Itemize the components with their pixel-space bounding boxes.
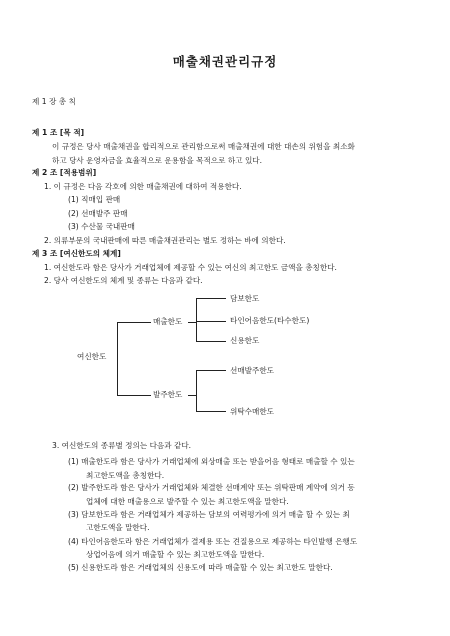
article-3-paragraph-3: 3. 여신한도의 종류별 정의는 다음과 같다.	[52, 441, 192, 450]
tree-branch-sales	[117, 322, 151, 323]
page-title: 매출채권관리규정	[172, 54, 278, 69]
article-2-item-1: (1) 직매입 판매	[68, 195, 121, 204]
article-2-item-2: (2) 선매발주 판매	[68, 209, 128, 218]
article-3-heading: 제 3 조 [여신한도의 체계]	[32, 249, 121, 258]
article-2-paragraph-1: 1. 이 규정은 다음 각호에 의한 매출채권에 대하여 적용한다.	[44, 182, 242, 191]
definition-3-line-2: 고한도액을 말한다.	[86, 523, 150, 532]
tree-consignment-label: 위탁수매한도	[230, 407, 275, 416]
tree-branch-third-party	[196, 321, 226, 322]
definition-1-line-2: 최고한도액을 총칭한다.	[86, 471, 165, 480]
tree-branch-credit	[196, 341, 226, 342]
tree-collateral-label: 담보한도	[230, 294, 260, 303]
article-2-paragraph-2: 2. 의류부문의 국내판매에 따른 매출채권관리는 별도 정하는 바에 의한다.	[44, 236, 286, 245]
definition-4-line-2: 상업어음에 의거 매출할 수 있는 최고한도액을 말한다.	[86, 550, 265, 559]
definition-1-line-1: (1) 매출한도라 함은 당사가 거래업체에 외상매출 또는 받을어음 형태로 매출할 수 있는	[68, 457, 355, 466]
tree-sales-connector	[196, 298, 197, 342]
article-1-heading: 제 1 조 [목 적]	[32, 128, 85, 137]
definition-2-line-2: 업체에 대한 매출용으로 발주할 수 있는 최고한도액을 말한다.	[86, 497, 289, 506]
definition-5: (5) 신용한도라 함은 거래업체의 신용도에 따라 매출할 수 있는 최고한도 말한다.	[68, 563, 333, 572]
tree-order-connector	[196, 370, 197, 412]
tree-advance-order-label: 선매발주한도	[230, 366, 275, 375]
definition-2-line-1: (2) 발주한도라 함은 당사가 거래업체와 체결한 선매계약 또는 위탁판매 계약에 의거 동	[68, 483, 355, 492]
tree-credit-label: 신용한도	[230, 336, 260, 345]
article-3-paragraph-2: 2. 당사 여신한도의 체계 및 종류는 다음과 같다.	[44, 276, 203, 285]
article-1-text-line-2: 하고 당사 운영자금을 효율적으로 운용함을 목적으로 하고 있다.	[52, 156, 263, 165]
article-2-heading: 제 2 조 [적용범위]	[32, 168, 97, 177]
tree-root-connector	[117, 322, 118, 396]
tree-sales-label: 매출한도	[153, 317, 183, 326]
tree-branch-consignment	[196, 411, 226, 412]
article-3-paragraph-1: 1. 여신한도라 함은 당사가 거래업체에 제공할 수 있는 여신의 최고한도 금액을 총칭한다.	[44, 263, 337, 272]
article-2-item-3: (3) 수산물 국내판매	[68, 222, 135, 231]
definition-4-line-1: (4) 타인어음한도라 함은 거래업체가 결제용 또는 견질용으로 제공하는 타인발행 은행도	[68, 537, 358, 546]
tree-third-party-label: 타인어음한도(타수한도)	[230, 316, 310, 325]
tree-branch-collateral	[196, 298, 226, 299]
tree-root-label: 여신한도	[77, 352, 107, 361]
tree-order-stem	[188, 395, 196, 396]
tree-branch-advance-order	[196, 370, 226, 371]
definition-3-line-1: (3) 담보한도라 함은 거래업체가 제공하는 담보의 여력평가에 의거 매출 할 수 있는 최	[68, 510, 350, 519]
article-1-text-line-1: 이 규정은 당사 매출채권을 합리적으로 관리함으로써 매출채권에 대한 대손의 위험을 최소화	[52, 142, 355, 151]
tree-sales-stem	[188, 322, 196, 323]
tree-branch-order	[117, 395, 151, 396]
chapter-heading: 제 1 장 총 칙	[32, 97, 76, 106]
tree-order-label: 발주한도	[153, 390, 183, 399]
